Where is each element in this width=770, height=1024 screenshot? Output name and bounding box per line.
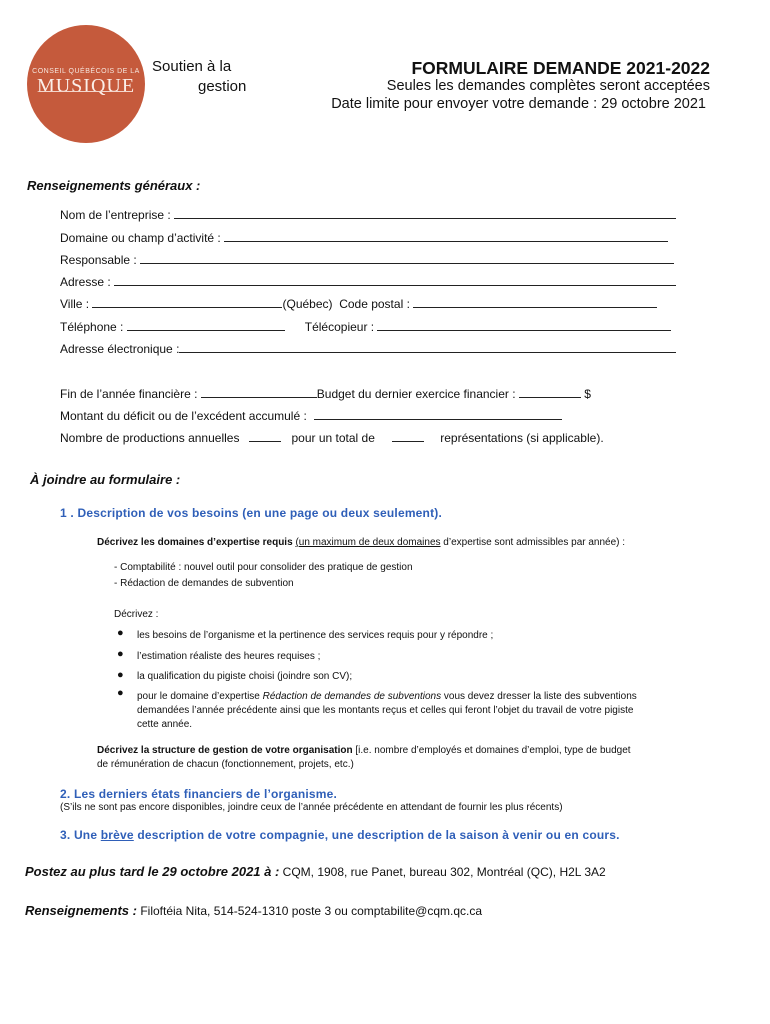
item-2: 2. Les derniers états financiers de l’organisme. bbox=[60, 787, 338, 801]
total-label: pour un total de bbox=[291, 431, 375, 445]
bullet-icon: ● bbox=[117, 627, 124, 639]
item-3-end: description de votre compagnie, une description de la saison à venir ou en cours. bbox=[137, 828, 620, 842]
code-postal-label: Code postal : bbox=[339, 297, 410, 311]
domaines-instruction bbox=[97, 537, 625, 548]
cqm-logo bbox=[27, 25, 145, 143]
item-3-start: 3. Une bbox=[60, 828, 98, 842]
domaines-bold: Décrivez les domaines d’expertise requis bbox=[97, 537, 293, 548]
ville-field[interactable] bbox=[92, 297, 282, 308]
bullet-icon: ● bbox=[117, 669, 124, 681]
courriel-field[interactable] bbox=[179, 342, 676, 353]
postez-row bbox=[25, 864, 606, 879]
logo-rule bbox=[39, 91, 133, 92]
bullet-4-end: vous devez dresser la liste des subventions bbox=[443, 691, 637, 702]
form-subtitle-1: Seules les demandes complètes seront acceptées bbox=[386, 78, 710, 94]
quebec-label: (Québec) bbox=[282, 297, 333, 311]
entreprise-row bbox=[60, 208, 676, 222]
structure-rest: [i.e. nombre d’employés et domaines d’emploi, type de budget bbox=[355, 745, 631, 756]
renseignements-row bbox=[25, 903, 482, 918]
structure-bold: Décrivez la structure de gestion de votre organisation bbox=[97, 745, 353, 756]
deficit-row bbox=[60, 409, 562, 423]
general-heading: Renseignements généraux : bbox=[27, 178, 201, 193]
postez-label: Postez au plus tard le 29 octobre 2021 à : bbox=[25, 864, 280, 879]
structure-line1 bbox=[97, 745, 631, 756]
domain-2: - Rédaction de demandes de subvention bbox=[114, 578, 294, 589]
bullet-4-start: pour le domaine d’expertise bbox=[137, 691, 260, 702]
item-1: 1 . Description de vos besoins (en une page ou deux seulement). bbox=[60, 506, 443, 520]
responsable-label: Responsable : bbox=[60, 253, 137, 267]
budget-field[interactable] bbox=[519, 387, 581, 398]
renseignements-label: Renseignements : bbox=[25, 903, 137, 918]
adresse-field[interactable] bbox=[114, 275, 676, 286]
budget-label: Budget du dernier exercice financier : bbox=[316, 387, 516, 401]
telephone-label: Téléphone : bbox=[60, 320, 124, 334]
program-label-line1: Soutien à la bbox=[152, 58, 232, 75]
responsable-row bbox=[60, 253, 674, 267]
postez-address: CQM, 1908, rue Panet, bureau 302, Montréal (QC), H2L 3A2 bbox=[282, 865, 606, 879]
fin-annee-row bbox=[60, 387, 591, 401]
courriel-row bbox=[60, 342, 676, 356]
ville-label: Ville : bbox=[60, 297, 90, 311]
telecopieur-label: Télécopieur : bbox=[304, 320, 375, 334]
bullet-1: les besoins de l’organisme et la pertinence des services requis pour y répondre ; bbox=[137, 630, 494, 641]
dollar-sign: $ bbox=[584, 387, 591, 401]
domaines-rest: d’expertise sont admissibles par année) : bbox=[443, 537, 626, 548]
bullet-icon: ● bbox=[117, 648, 124, 660]
bullet-2: l’estimation réaliste des heures requises ; bbox=[137, 651, 321, 662]
domaine-field[interactable] bbox=[224, 231, 668, 242]
bullet-icon: ● bbox=[117, 687, 124, 699]
productions-label: Nombre de productions annuelles bbox=[60, 431, 240, 445]
fin-annee-field[interactable] bbox=[201, 387, 317, 398]
entreprise-field[interactable] bbox=[174, 208, 676, 219]
representations-label: représentations (si applicable). bbox=[440, 431, 604, 445]
bullet-4-line1 bbox=[137, 691, 637, 702]
adresse-row bbox=[60, 275, 676, 289]
ville-row bbox=[60, 297, 657, 311]
deficit-label: Montant du déficit ou de l’excédent accumulé : bbox=[60, 409, 307, 423]
domaine-row bbox=[60, 231, 668, 245]
domaine-label: Domaine ou champ d’activité : bbox=[60, 231, 221, 245]
logo-line2: MUSIQUE bbox=[36, 75, 136, 97]
adresse-label: Adresse : bbox=[60, 275, 111, 289]
item-3-underlined: brève bbox=[100, 828, 134, 842]
bullet-4-line2: demandées l’année précédente ainsi que les montants reçus et celles qui feront l’objet du travail de votre pigiste bbox=[137, 705, 634, 716]
item-3 bbox=[60, 828, 620, 842]
item-2-note: (S’ils ne sont pas encore disponibles, joindre ceux de l’année précédente en attendant de fournir les plus récents) bbox=[60, 802, 563, 813]
code-postal-field[interactable] bbox=[413, 297, 657, 308]
program-label bbox=[152, 57, 246, 97]
form-subtitle-2: Date limite pour envoyer votre demande : 29 octobre 2021 bbox=[331, 96, 706, 112]
program-label-line2: gestion bbox=[198, 78, 247, 95]
telephone-field[interactable] bbox=[127, 320, 285, 331]
form-title: FORMULAIRE DEMANDE 2021-2022 bbox=[411, 58, 710, 78]
bullet-4-line3: cette année. bbox=[137, 719, 193, 730]
logo-line1: CONSEIL QUÉBÉCOIS DE LA bbox=[32, 68, 140, 75]
bullet-3: la qualification du pigiste choisi (joindre son CV); bbox=[137, 671, 353, 682]
productions-field[interactable] bbox=[249, 431, 281, 442]
courriel-label: Adresse électronique : bbox=[60, 342, 180, 356]
telephone-row bbox=[60, 320, 671, 334]
structure-line2: de rémunération de chacun (fonctionnement, projets, etc.) bbox=[97, 759, 354, 770]
representations-field[interactable] bbox=[392, 431, 424, 442]
deficit-field[interactable] bbox=[314, 409, 562, 420]
domain-1: - Comptabilité : nouvel outil pour consolider des pratique de gestion bbox=[114, 562, 413, 573]
entreprise-label: Nom de l’entreprise : bbox=[60, 208, 171, 222]
decrivez-label: Décrivez : bbox=[114, 609, 159, 620]
fin-annee-label: Fin de l’année financière : bbox=[60, 387, 198, 401]
renseignements-contact: Filoftéia Nita, 514-524-1310 poste 3 ou comptabilite@cqm.qc.ca bbox=[140, 904, 483, 918]
productions-row bbox=[60, 431, 604, 445]
domaines-underlined: (un maximum de deux domaines bbox=[295, 537, 441, 548]
bullet-4-italic: Rédaction de demandes de subventions bbox=[262, 691, 442, 702]
joindre-heading: À joindre au formulaire : bbox=[30, 472, 181, 487]
telecopieur-field[interactable] bbox=[377, 320, 671, 331]
responsable-field[interactable] bbox=[140, 253, 674, 264]
